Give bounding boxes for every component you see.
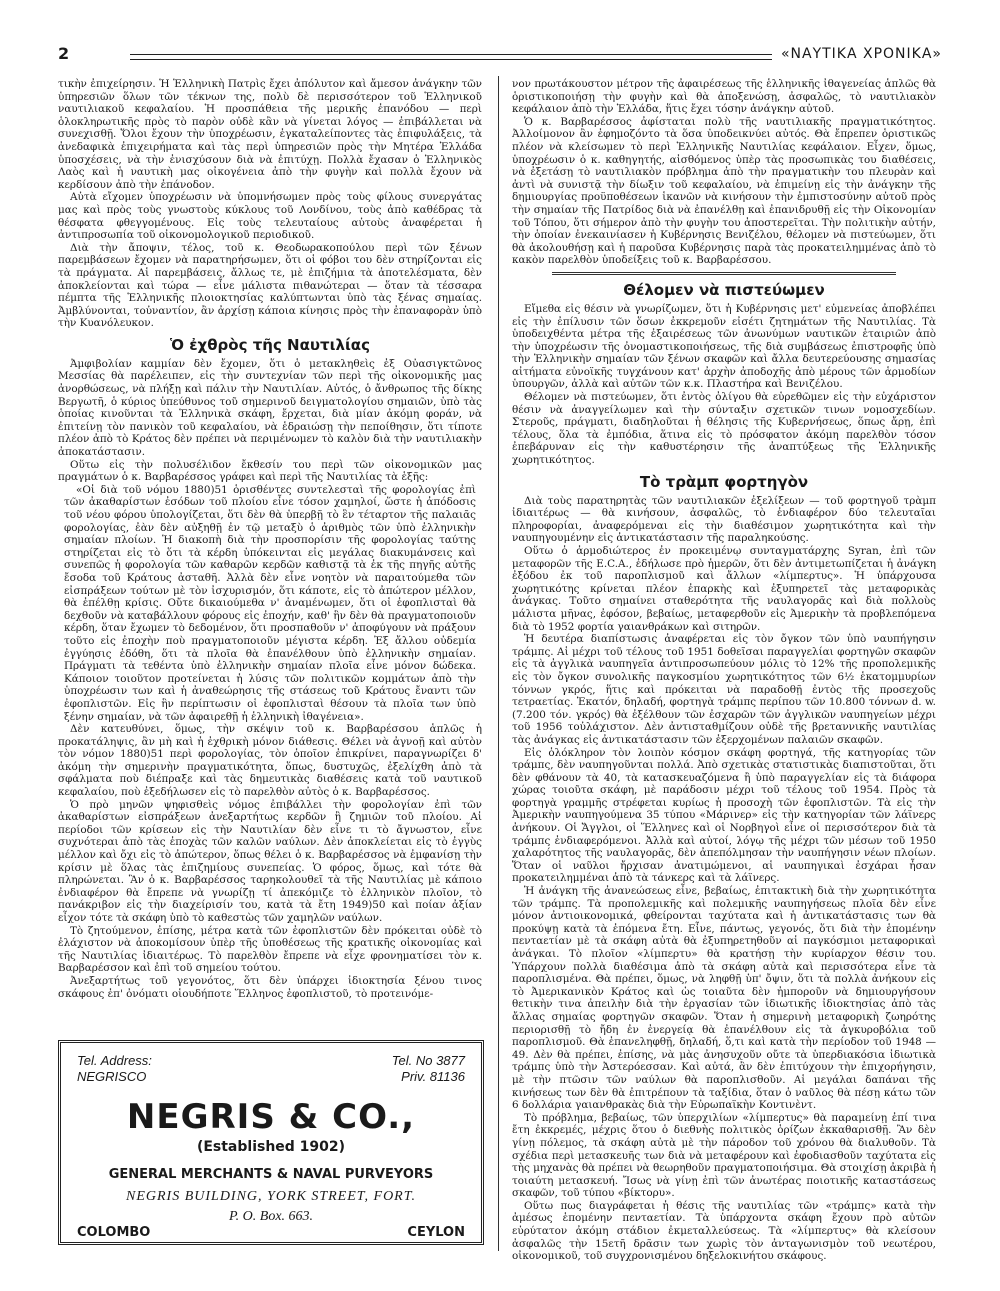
section-title-believe: Θέλομεν νὰ πιστεύωμεν [623, 280, 825, 299]
quoted-passage: «Οἱ διὰ τοῦ νόμου 1880)51 ὁρισθέντες συντελεσταὶ τῆς φορολογίας ἐπὶ τῶν ἀκαθαρίστων ἐσόδων τοῦ πλοίου εἶνε τόσον χαμηλοί, ὥστε ἡ ἀπόδοσις τοῦ νέου φόρου ὑπολογίζεται, ὅτι δὲν θὰ ὑπερβῇ τὸ ἓν τέταρτον τῆς παλαιᾶς φορολογίας, ἐὰν δὲν αὐξηθῇ ἐν τῷ μεταξὺ ὁ ἀριθμὸς τῶν ὑπὸ ἑλληνικὴν σημαίαν πλοίων. Ἡ διακοπὴ διὰ τὴν προσπορίσιν τῆς φορολογίας ταύτης στηρίζεται εἰς τὸ ὅτι τὰ κέρδη ὑπόκεινται εἰς μεγάλας διακυμάνσεις καὶ συνεπῶς ἡ φορολογία τῶν καθαρῶν κερδῶν καθιστᾷ τὰ ἐκ τῆς πηγῆς αὐτῆς ἔσοδα τοῦ Κράτους ἀσταθῆ. Ἀλλὰ δὲν εἶνε νοητὸν νὰ παραιτούμεθα τῶν εἰσπράξεων τούτων μὲ τὸν ἰσχυρισμόν, ὅτι κάποτε, εἰς τὸ ἀπώτερον μέλλον, θὰ ἐπέλθῃ κρίσις. Οὔτε δικαιούμεθα ν' ἀναμένωμεν, ὅτι οἱ ἐφοπλισταὶ θὰ δεχθοῦν νὰ καταβάλλουν φόρους εἰς ἐποχήν, καθ' ἣν δὲν θὰ πραγματοποιοῦν κέρδη, ὅταν ἔχωμεν τὸ δεδομένον, ὅτι προσπαθοῦν ν' ἀποφύγουν νὰ πράξουν τοῦτο εἰς ἐποχὴν ποὺ πραγματοποιοῦν μέγιστα κέρδη. Ἐξ ἄλλου οὐδεμία ἐγγύησις ἐδόθη, ὅτι τὰ πλοῖα θὰ ἐπανέλθουν ὑπὸ ἑλληνικὴν σημαίαν. Πράγματι τὰ τεθέντα ὑπὸ ἑλληνικὴν σημαίαν πλοῖα εἶνε μόνον δώδεκα. Κάποιον τοιοῦτον προτείνεται ἡ λύσις τῶν πολιτικῶν κομμάτων ἀπὸ τὴν ὑποχρέωσιν των καὶ ἡ ἀναθεώρησις τῆς στάσεως τοῦ Κράτους ἔναντι τῶν ἐφοπλιστῶν. Εἰς ἣν περίπτωσιν οἱ ἐφοπλισταὶ θέσουν τὰ πλοῖα των ὑπὸ ξένην σημαίαν, νὰ τῶν ἀφαιρεθῇ ἡ ἑλληνικὴ ἰθαγένεια». [64, 483, 476, 723]
article-paragraph: Εἴμεθα εἰς θέσιν νὰ γνωρίζωμεν, ὅτι ἡ Κυβέρνησις μετ' εὐμενείας ἀποβλέπει εἰς τὴν ἐπίλυσιν τῶν ὅσων ἐκκρεμοῦν εἰσέτι ζητημάτων τῆς Ναυτιλίας. Τὰ ὑποδειχθέντα μέτρα τῆς ἐξαιρέσεως τῶν ἀνωνύμων ναυτικῶν ἑταιριῶν ἀπὸ τὴν ὑποχρέωσιν τῆς ὀνομαστικοποιήσεως, τῆς διὰ συμβάσεως ἐπιστροφῆς ὑπὸ τὴν Ἑλληνικὴν σημαίαν τῶν ξένων σκαφῶν καὶ ἄλλα δευτερεύουσης σημασίας αἰτήματα εὐνοϊκῆς τυγχάνουν κατ' ἀρχὴν ἀποδοχῆς ἀπὸ μέρους τῶν ἁρμοδίων ὑπουργῶν, ἀλλὰ καὶ αὐτῶν τῶν κ.κ. Πλαστήρα καὶ Βενιζέλου. [512, 302, 936, 391]
article-paragraph: Οὕτω ὁ ἀρμοδιώτερος ἐν προκειμένῳ συνταγματάρχης Syran, ἐπὶ τῶν μεταφορῶν τῆς E.C.A., ἐδήλωσε πρὸ ἡμερῶν, ὅτι δὲν ἀντιμετωπίζεται ἡ ἀνάγκη ἐξόδου ἐκ τοῦ παροπλισμοῦ καὶ ἄλλων «λίμπερτυς». Ἡ ὑπάρχουσα χωρητικότης κρίνεται πλέον ἐπαρκὴς καὶ ἐξυπηρετεῖ τὰς μεταφορικὰς ἀνάγκας. Τοῦτο σημαίνει σταθερότητα τῆς ναυλαγορᾶς καὶ διὰ πολλοὺς μάλιστα μῆνας, ἐφόσον, βεβαίως, μεταφερθοῦν εἰς Ἀμερικὴν τὰ προβλεπόμενα διὰ τὸ 1952 φορτία γαιανθράκων καὶ σιτηρῶν. [512, 545, 936, 633]
article-paragraph: Ὁ πρὸ μηνῶν ψηφισθεὶς νόμος ἐπιβάλλει τὴν φορολογίαν ἐπὶ τῶν ἀκαθαρίστων εἰσπράξεων ἀνεξαρτήτως κερδῶν ἢ ζημιῶν τοῦ πλοίου. Αἱ περίοδοι τῶν κρίσεων εἰς τὴν Ναυτιλίαν δὲν εἶνε τι τὸ ἄγνωστον, εἶνε συχνότεραι ἀπὸ τὰς ἐποχὰς τῶν καλῶν ναύλων. Δὲν ἀποκλείεται εἰς τὸ ἐγγὺς μέλλον καὶ ὄχι εἰς τὸ ἀπώτερον, ὅπως θέλει ὁ κ. Βαρβαρέσσος νὰ ἐμφανίσῃ τὴν κρίσιν μὲ ὅλας τὰς ἐπιζημίους συνεπείας. Ὁ φόρος, ὅμως, καὶ τότε θὰ πληρώνεται. Ἂν ὁ κ. Βαρβαρέσσος ταρηκολουθεῖ τὰ τῆς Ναυτιλίας μὲ κάποιο ἐνδιαφέρον θὰ ἔπρεπε νὰ γνωρίζῃ τί ἀπεκόμιζε τὸ ἑλληνικὸν πλοῖον, τὸ πανάκριβον εἰς τὴν διαχείρισίν του, κατὰ τὰ ἔτη 1949)50 καὶ ποίαν ἀξίαν εἶχον τότε τὰ σκάφη ὑπὸ τὸ καθεστὼς τῶν χαμηλῶν ναύλων. [58, 798, 482, 924]
ad-city: COLOMBO [77, 1225, 151, 1240]
article-paragraph: Οὕτω πως διαγράφεται ἡ θέσις τῆς ναυτιλίας τῶν «τράμπς» κατὰ τὴν ἀμέσως ἑπομένην πενταετίαν. Τὰ ὑπάρχοντα σκάφη ἔχουν πρὸ αὐτῶν εὐρύτατον ἀκόμη στάδιον ἐκμεταλλεύσεως. Τὰ «λίμπερτυς» θὰ κλείσουν ἀσφαλῶς τὴν 15ετῆ δρᾶσιν των χωρὶς τὸν ἀνταγωνισμὸν τοῦ νεωτέρου, οἰκονομικοῦ, τοῦ συγχρονισμένου δηξελοκινήτου σκάφους. [512, 1199, 936, 1263]
publication-name: «ΝΑΥΤΙΚΑ ΧΡΟΝΙΚΑ» [780, 46, 942, 62]
ad-tel-number: Tel. No 3877 [391, 1053, 465, 1068]
article-paragraph: Ἀνεξαρτήτως τοῦ γεγονότος, ὅτι δὲν ὑπάρχει ἰδιοκτησία ξένου τινος σκάφους ἐπ' ὀνόματι οἱουδήποτε Ἕλληνος ἐφοπλιστοῦ, τὸ προτεινόμε- [58, 974, 482, 1000]
article-paragraph: Διὰ τὴν ἄποψιν, τέλος, τοῦ κ. Θεοδωρακοπούλου περὶ τῶν ξένων παρεμβάσεων ἔχομεν νὰ παρατηρήσωμεν, ὅτι οἱ φόβοι του δὲν στηρίζονται εἰς τὰ πράγματα. Αἱ παρεμβάσεις, ἄλλως τε, μὲ ἐπιζήμια τὰ ἀποτελέσματα, δὲν ἀποκλείονται καὶ τώρα — εἶνε μάλιστα πιθανώτεραι — ὅταν τὰ τέσσαρα πέμπτα τῆς Ἑλληνικῆς πλοιοκτησίας καλύπτωνται ὑπὸ τὰς ξένας σημαίας. Ἀμβλύνονται, τοὐναντίον, ἂν ἀρχίσῃ κάποια κίνησις πρὸς τὴν ἐπαναφορὰν ὑπὸ τὴν Κυανόλευκον. [58, 241, 482, 330]
section-separator [552, 272, 896, 275]
column-divider [498, 76, 499, 1251]
negris-advertisement [58, 1040, 484, 1245]
right-column [512, 78, 936, 1263]
section-title-enemy: Ὁ ἐχθρὸς τῆς Ναυτιλίας [169, 335, 370, 354]
ad-priv-number: Priv. 81136 [401, 1069, 465, 1084]
article-paragraph: Ἡ ἀνάγκη τῆς ἀνανεώσεως εἶνε, βεβαίως, ἐπιτακτικὴ διὰ τὴν χωρητικότητα τῶν τράμπς. Τὰ προπολεμικῆς καὶ πολεμικῆς ναυπηγήσεως πλοῖα δὲν εἶνε μόνον ἀντιοικονομικά, φθείρονται ταχύτατα καὶ ἡ ἀντικατάστασις των θὰ προκύψῃ κατὰ τὰ ἐπόμενα ἔτη. Εἶνε, πάντως, γεγονός, ὅτι διὰ τὴν ἑπομένην πενταετίαν μὲ τὰ σκάφη αὐτὰ θὰ ἐξυπηρετηθοῦν αἱ παγκόσμιοι μεταφορικαὶ ἀνάγκαι. Τὸ πλοῖον «λίμπερτυ» θὰ κρατήσῃ τὴν κυρίαρχον θέσιν του. Ὑπάρχουν πολλὰ διαθέσιμα ἀπὸ τὰ σκάφη αὐτὰ καὶ περισσότερα εἶνε τὰ παροπλισμένα. Θὰ πρέπει, ὅμως, νὰ ληφθῇ ὑπ' ὄψιν, ὅτι τὰ πολλὰ ἀνήκουν εἰς τὸ Ἀμερικανικὸν Κράτος καὶ ὡς τοιαῦτα δὲν ἠμποροῦν νὰ δημιουργήσουν θετικὴν τινα ἀπειλὴν διὰ τὴν ἐργασίαν τῶν ἰδιωτικῆς ἰδιοκτησίας ἀπὸ τὰς ἄλλας σημαίας φορτηγῶν σκαφῶν. Ὅταν ἡ σημερινὴ μεταφορικὴ ζωηρότης περιορισθῇ τὸ ἤδη ἐν ἐνεργείᾳ θὰ ἐπανέλθουν εἰς τὰ ἀγκυροβόλια τοῦ παροπλισμοῦ. Θὰ ἐπανεληφθῇ, δηλαδή, ὅ,τι καὶ κατὰ τὴν περίοδον τοῦ 1948 — 49. Δὲν θὰ πρέπει, ἐπίσης, νὰ μὰς ἀνησυχοῦν οὔτε τὰ ὑπερδιακόσια ἰδιωτικὰ τράμπς ὑπὸ τὴν Ἀστερόεσσαν. Καὶ αὐτά, ἂν δὲν ἐπιτύχουν τὴν ἐπιχορήγησιν, μὲ τὴν πτῶσιν τῶν ναύλων θὰ παροπλισθοῦν. Αἱ μεγάλαι δαπάναι τῆς κινήσεως των δὲν θὰ ἐπιτρέπουν τὰ ταξίδια, ὅταν ὁ ναῦλος θὰ πέσῃ κάτω τῶν 6 δολλάρια γαιανθρακὰς διὰ τὴν Εὐρωπαϊκὴν Κοντινὲντ. [512, 885, 936, 1112]
article-paragraph: Τὸ ζητούμενον, ἐπίσης, μέτρα κατὰ τῶν ἐφοπλιστῶν δὲν πρόκειται οὐδὲ τὸ ἐλάχιστον νὰ ἀποκομίσουν ὑπὲρ τῆς ὑποθέσεως τῆς κρατικῆς οἰκονομίας καὶ τῆς Ναυτιλίας ἰδιαιτέρως. Τὸ παρελθὸν ἔπρεπε νὰ εἶχε φρονηματίσει τὸν κ. Βαρβαρέσσον καὶ ἐπὶ τοῦ σημείου τούτου. [58, 924, 482, 975]
article-paragraph: Οὕτω εἰς τὴν πολυσέλιδον ἔκθεσίν του περὶ τῶν οἰκονομικῶν μας πραγμάτων ὁ κ. Βαρβαρέσσος γράφει καὶ περὶ τῆς Ναυτιλίας τὰ ἑξῆς: [58, 458, 482, 484]
article-paragraph: Ἡ δευτέρα διαπίστωσις ἀναφέρεται εἰς τὸν ὄγκον τῶν ὑπὸ ναυπήγησιν τράμπς. Αἱ μέχρι τοῦ τέλους τοῦ 1951 δοθεῖσαι παραγγελίαι φορτηγῶν σκαφῶν εἰς τὰ ἀγγλικὰ ναυπηγεῖα ἀντιπροσωπεύουν μόλις τὸ 12% τῆς προπολεμικῆς εἰς τὸν ὄγκον συνολικῆς παγκοσμίου χωρητικότητος τῶν 6½ ἑκατομμυρίων τόννων γκρός, ἥτις καὶ πρόκειται νὰ παραδοθῇ ἐντὸς τῆς προσεχοῦς τετραετίας. Ἑκατόν, δηλαδή, φορτηγὰ τράμπς περίπου τῶν 10.800 τόννων d. w. (7.200 τόν. γκρός) θὰ ἐξέλθουν τῶν ἐσχαρῶν τῶν ἀγγλικῶν ναυπηγείων μέχρι τοῦ 1956 τοὐλάχιστον. Δὲν ἀντισταθμίζουν οὐδὲ τῆς βρεταννικῆς ναυτιλίας τὰς ἀνάγκας εἰς ἀντικατάστασιν τῶν ἐξερχομένων παλαιῶν σκαφῶν. [512, 633, 936, 746]
ad-company-name: NEGRIS & CO., [126, 1097, 416, 1137]
page-number: 2 [58, 44, 70, 63]
ad-established: (Established 1902) [196, 1139, 346, 1155]
article-paragraph: Ὁ κ. Βαρβαρέσσος ἀφίσταται πολὺ τῆς ναυτιλιακῆς πραγματικότητος. Ἀλλοίμονον ἂν ἐφημοζόντο τὰ ὅσα ὑποδεικνύει αὐτός. Θὰ ἔπρεπεν ὁριστικῶς πλέον νὰ κλείσωμεν τὸ περὶ Ἑλληνικῆς Ναυτιλίας κεφάλαιον. Εἶχεν, ὅμως, ὑποχρέωσιν ὁ κ. καθηγητής, αἰσθόμενος ὑπὲρ τὰς προσωπικὰς του διαθέσεις, νὰ ἐξετάσῃ τὸ ναυτιλιακὸν πρόβλημα ἀπὸ τὴν πραγματικὴν του πλευρὰν καὶ ἀντὶ νὰ συνιστᾷ τὴν δίωξιν τοῦ κεφαλαίου, νὰ ἐπιμείνῃ εἰς τὴν ἀνάγκην τῆς δημιουργίας προϋποθέσεων ἱκανῶν νὰ κινήσουν τὴν ἐμπιστοσύνην αὐτοῦ πρὸς τὴν σημαίαν τῆς Πατρίδος διὰ νὰ ἐπανέλθῃ καὶ ἐπανιδρυθῇ εἰς τὴν Οἰκονομίαν τοῦ Τόπου, ὅτι σήμερον ἀπὸ τὴν φυγὴν του ἀποστερεῖται. Τὴν πολιτικὴν αὐτήν, τὴν ὁποίαν ἐνεκαινίασεν ἡ Κυβέρνησις Βενιζέλου, θέλομεν νὰ πιστεύωμεν, ὅτι θὰ ἀκολουθήσῃ καὶ ἡ παροῦσα Κυβέρνησις παρὰ τὰς προκατειλημμένας ἀπὸ τὸ κακὸν παρελθὸν ὑποδείξεις τοῦ κ. Βαρβαρέσσου. [512, 115, 936, 267]
page-header [58, 44, 942, 70]
ad-tel-address-value: NEGRISCO [77, 1069, 147, 1084]
ad-tel-address-label: Tel. Address: [77, 1053, 152, 1068]
article-paragraph: Δὲν κατευθύνει, ὅμως, τὴν σκέψιν τοῦ κ. Βαρβαρέσσου ἁπλῶς ἡ προκατάληψις, ἂν μὴ καὶ ἡ ἐχθρικὴ μόνον διάθεσις. Θέλει νὰ ἀγνοῇ καὶ αὐτὸν τὸν νόμον 1880)51 περὶ φορολογίας, τὸν ὁποῖον ἐπικρίνει, παραγνωρίζει δ' ἀκόμη τὴν σημερινὴν πραγματικότητα, ὅπως, δυστυχῶς, ἐξελίχθη ἀπὸ τὰ σφάλματα ποὺ διέπραξε καὶ τὰς δημευτικὰς διαθέσεις κατὰ τοῦ ναυτικοῦ κεφαλαίου, ποὺ ἐξεδήλωσεν εἰς τὸ παρελθὸν αὐτὸς ὁ κ. Βαρβαρέσσος. [58, 723, 482, 799]
article-paragraph: Εἰς ὁλόκληρον τὸν λοιπὸν κόσμον σκάφη φορτηγά, τῆς κατηγορίας τῶν τράμπς, δὲν ναυπηγοῦνται πολλά. Ἀπὸ σχετικὰς στατιστικὰς διαπιστοῦται, ὅτι δὲν φθάνουν τὰ 40, τὰ κατασκευαζόμενα ἢ ὑπὸ παραγγελίαν εἰς τὰ διάφορα χώρας τοιοῦτα σκάφη, μὲ παράδοσιν μέχρι τοῦ τέλους τοῦ 1954. Πρὸς τὰ φορτηγὰ γραμμῆς στρέφεται κυρίως ἡ προσοχὴ τῶν ἐφοπλιστῶν. Τὰ εἰς τὴν Ἀμερικὴν ναυπηγούμενα 35 τύπου «Μάρινερ» εἰς τὴν κατηγορίαν τῶν λάϊνερς ἀνήκουν. Οἱ Ἄγγλοι, οἱ Ἕλληνες καὶ οἱ Νορβηγοὶ εἶνε οἱ περισσότερον διὰ τὰ τράμπς ἐνδιαφερόμενοι. Ἀλλὰ καὶ αὐτοί, λόγῳ τῆς μέχρι τῶν μέσων τοῦ 1950 χαλαρότητος τῆς ναυλαγορᾶς, δὲν ἀπεπόλμησαν τὴν ναυπήγησιν νέων πλοίων. Ὅταν οἱ ναῦλοι ἤρχισαν ἀνατιμώμενοι, αἱ ναυπηγικαὶ ἐσχάραι ἦσαν προκατειλημμέναι ἀπὸ τὰ τάνκερς καὶ τὰ λάϊνερς. [512, 746, 936, 885]
article-paragraph: Διὰ τοὺς παρατηρητὰς τῶν ναυτιλιακῶν ἐξελίξεων — τοῦ φορτηγοῦ τρὰμπ ἰδιαιτέρως — θὰ κινήσουν, ἀσφαλῶς, τὸ ἐνδιαφέρον δύο τελευταῖαι πληροφορίαι, ἀναφερόμεναι εἰς τὴν διαθέσιμον χωρητικότητα καὶ τὴν ναυπηγουμένην εἰς ἀντικατάστασιν τῆς παραληκούσης. [512, 494, 936, 545]
article-paragraph: νον πρωτάκουστον μέτρον τῆς ἀφαιρέσεως τῆς ἑλληνικῆς ἰθαγενείας ἁπλῶς θὰ ὁριστικοποιήσῃ τὴν φυγὴν καὶ θὰ ἀποξενώσῃ, ἀσφαλῶς, τὸ ναυτιλιακὸν κεφάλαιον ἀπὸ τὴν Ἑλλάδα, ἥτις ἔχει τόσην ἀνάγκην αὐτοῦ. [512, 78, 936, 116]
section-title-tramp: Τὸ τρὰμπ φορτηγὸν [639, 472, 809, 491]
ad-country: CEYLON [407, 1225, 465, 1240]
article-paragraph: Ἀμφιβολίαν καμμίαν δὲν ἔχομεν, ὅτι ὁ μετακληθεὶς ἐξ Οὐασιγκτῶνος Μεσσίας θὰ παρέλειπεν, εἰς τὴν συντεχνίαν τῶν περὶ τῆς οἰκονομικῆς μας ἀνορθώσεως, νὰ πλήξῃ καὶ πάλιν τὴν Ναυτιλίαν. Αὐτός, ὁ ἄνθρωπος τῆς δίκης Βεργωτῆ, ὁ κύριος ὑπεύθυνος τοῦ σημερινοῦ δειγματολογίου σημαιῶν, ὑπὸ τὰς ὁποίας κινοῦνται τὰ Ἑλληνικὰ σκάφη, ἔρχεται, διὰ μίαν ἀκόμη φοράν, νὰ ἐπιτείνῃ τὸν πανικὸν τοῦ κεφαλαίου, νὰ ἑδραιώσῃ τὴν πεποίθησιν, ὅτι τίποτε πλέον ἀπὸ τὸ Κράτος δὲν πρέπει νὰ περιμένωμεν τὸ καλὸν διὰ τὴν ναυτιλιακὴν ἀποκατάστασιν. [58, 357, 482, 459]
article-paragraph: Τὸ πρόβλημα, βεβαίως, τῶν ὑπερχιλίων «λίμπερτυς» θὰ παραμείνῃ ἐπί τινα ἔτη ἐκκρεμές, μέχρις ὅτου ὁ διεθνὴς πολιτικὸς ὁρίζων ἐκκαθαρισθῇ. Ἂν δὲν γίνῃ πόλεμος, τὰ σκάφη αὐτὰ μὲ τὴν πάροδον τοῦ χρόνου θὰ διαλυθοῦν. Τὰ σχέδια περὶ μετασκευῆς των διὰ νὰ μεταφέρουν καὶ ἐφοδιασθοῦν ταχύτατα εἰς τὴς μηχανὰς θὰ πρέπει νὰ θεωρηθοῦν πραγματοποιήσιμα. Θὰ στοιχίσῃ ἀκριβὰ ἡ τοιαύτη μετασκευή. Ἴσως νὰ γίνῃ ἐπὶ τῶν ἀνωτέρας ποιοτικῆς καταστάσεως σκαφῶν, τοῦ τύπου «βίκτορυ». [512, 1111, 936, 1200]
article-paragraph: τικὴν ἐπιχείρησιν. Ἡ Ἑλληνικὴ Πατρὶς ἔχει ἀπόλυτον καὶ ἄμεσον ἀνάγκην τῶν ὑπηρεσιῶν ὅλων τῶν τέκνων της, πολὺ δὲ περισσότερον τοῦ Ἑλληνικοῦ ναυτιλιακοῦ κεφαλαίου. Ἡ προσπάθεια τῆς μερικῆς ἐπανόδου — περὶ ὁλοκληρωτικῆς πρὸς τὸ παρὸν οὐδὲ κἂν νὰ γίνεται λόγος — ἐπιβάλλεται νὰ συνεχισθῇ. Ὅλοι ἔχουν τὴν ὑποχρέωσιν, ἐγκαταλείποντες τὰς ἐπιφυλάξεις, τὰ ἀνεδαφικὰ ἐπιχειρήματα καὶ τὰς περὶ ὑπηρεσιῶν πρὸς τὴν Μητέρα Ἑλλάδα ὑποσχέσεις, νὰ τὴν ἐνισχύσουν διὰ νὰ ἐπιτύχῃ. Πολλὰ ἔχασαν ὁ Ἑλληνικὸς Λαὸς καὶ ἡ ναυτικὴ μας οἰκογένεια ἀπὸ τὴν φυγὴν καὶ πολλὰ ἔχουν νὰ κερδίσουν ἀπὸ τὴν ἐπάνοδον. [58, 78, 482, 191]
ad-address: NEGRIS BUILDING, YORK STREET, FORT. [126, 1189, 416, 1204]
ad-po-box: P. O. Box. 663. [228, 1209, 314, 1224]
left-column [58, 78, 482, 1000]
article-paragraph: Θέλομεν νὰ πιστεύωμεν, ὅτι ἐντὸς ὀλίγου θὰ εὑρεθῶμεν εἰς τὴν εὐχάριστον θέσιν νὰ ἀναγγείλωμεν καὶ τὴν σύνταξιν σχετικῶν τινων νομοσχεδίων. Στεροῦς, πράγματι, διαδηλοῦται ἡ θέλησις τῆς Κυβερνήσεως, ὅπως ἄρῃ, ἐπὶ τέλους, ὅλα τὰ ἐμπόδια, ἅτινα εἰς τὸ πρόσφατον ἀκόμη παρελθὸν τόσον ἐπεβάρυναν εἰς τὴν καθυστέρησιν τῆς ἀναπτύξεως τῆς Ἑλληνικῆς χωρητικότητος. [512, 391, 936, 467]
header-rule [130, 54, 772, 60]
ad-business-line: GENERAL MERCHANTS & NAVAL PURVEYORS [108, 1167, 434, 1182]
article-paragraph: Αὐτὰ εἴχομεν ὑποχρέωσιν νὰ ὑπομνήσωμεν πρὸς τοὺς φίλους συνεργάτας μας καὶ πρὸς τοὺς γνωστοὺς κύκλους τοῦ Λονδίνου, τοὺς ἀπὸ καθέδρας τὰ θέσφατα φθεγγομένους. Εἰς τοὺς τελευταίους αὐτοὺς ἀναφέρεται ἡ ἀντιπροσωπία τοῦ οἰκονομολογικοῦ περιοδικοῦ. [58, 191, 482, 242]
